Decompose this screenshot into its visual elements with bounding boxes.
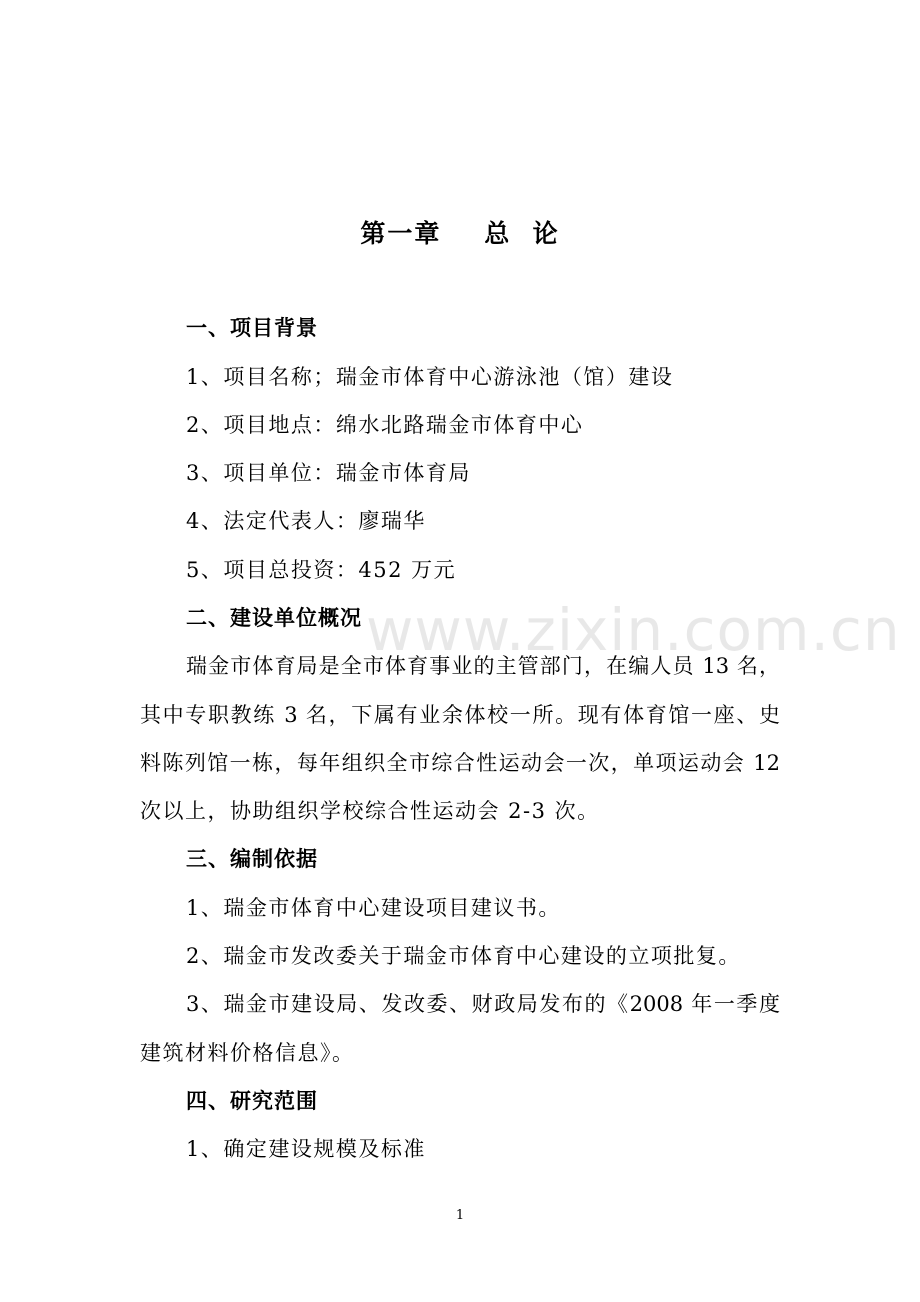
basis-item-1: 1、瑞金市体育中心建设项目建议书。 bbox=[186, 896, 561, 920]
scope-item-1: 1、确定建设规模及标准 bbox=[186, 1137, 426, 1161]
basis-item-3-line: 3、瑞金市建设局、发改委、财政局发布的《2008 年一季度 bbox=[186, 992, 780, 1016]
total-investment-line: 5、项目总投资：452 万元 bbox=[186, 558, 457, 582]
project-name-line: 1、项目名称；瑞金市体育中心游泳池（馆）建设 bbox=[186, 365, 674, 389]
section-heading-unit-overview: 二、建设单位概况 bbox=[186, 606, 362, 630]
project-location-line: 2、项目地点：绵水北路瑞金市体育中心 bbox=[186, 413, 584, 437]
paragraph-line: 瑞金市体育局是全市体育事业的主管部门，在编人员 13 名， bbox=[186, 654, 780, 678]
paragraph-line: 次以上，协助组织学校综合性运动会 2-3 次。 bbox=[140, 799, 600, 823]
chapter-title: 第一章 总 论 bbox=[360, 219, 560, 248]
basis-item-2: 2、瑞金市发改委关于瑞金市体育中心建设的立项批复。 bbox=[186, 944, 741, 968]
page-number: 1 bbox=[455, 1208, 465, 1223]
section-heading-basis: 三、编制依据 bbox=[186, 847, 318, 871]
paragraph-line: 其中专职教练 3 名，下属有业余体校一所。现有体育馆一座、史 bbox=[140, 703, 780, 727]
basis-item-3-line: 建筑材料价格信息》。 bbox=[140, 1041, 355, 1065]
project-unit-line: 3、项目单位：瑞金市体育局 bbox=[186, 461, 471, 485]
paragraph-line: 料陈列馆一栋，每年组织全市综合性运动会一次，单项运动会 12 bbox=[140, 751, 780, 775]
legal-representative-line: 4、法定代表人：廖瑞华 bbox=[186, 509, 426, 533]
watermark: www.zixin.com.cn bbox=[366, 596, 901, 664]
section-heading-research-scope: 四、研究范围 bbox=[186, 1089, 318, 1113]
section-heading-project-background: 一、项目背景 bbox=[186, 316, 318, 340]
